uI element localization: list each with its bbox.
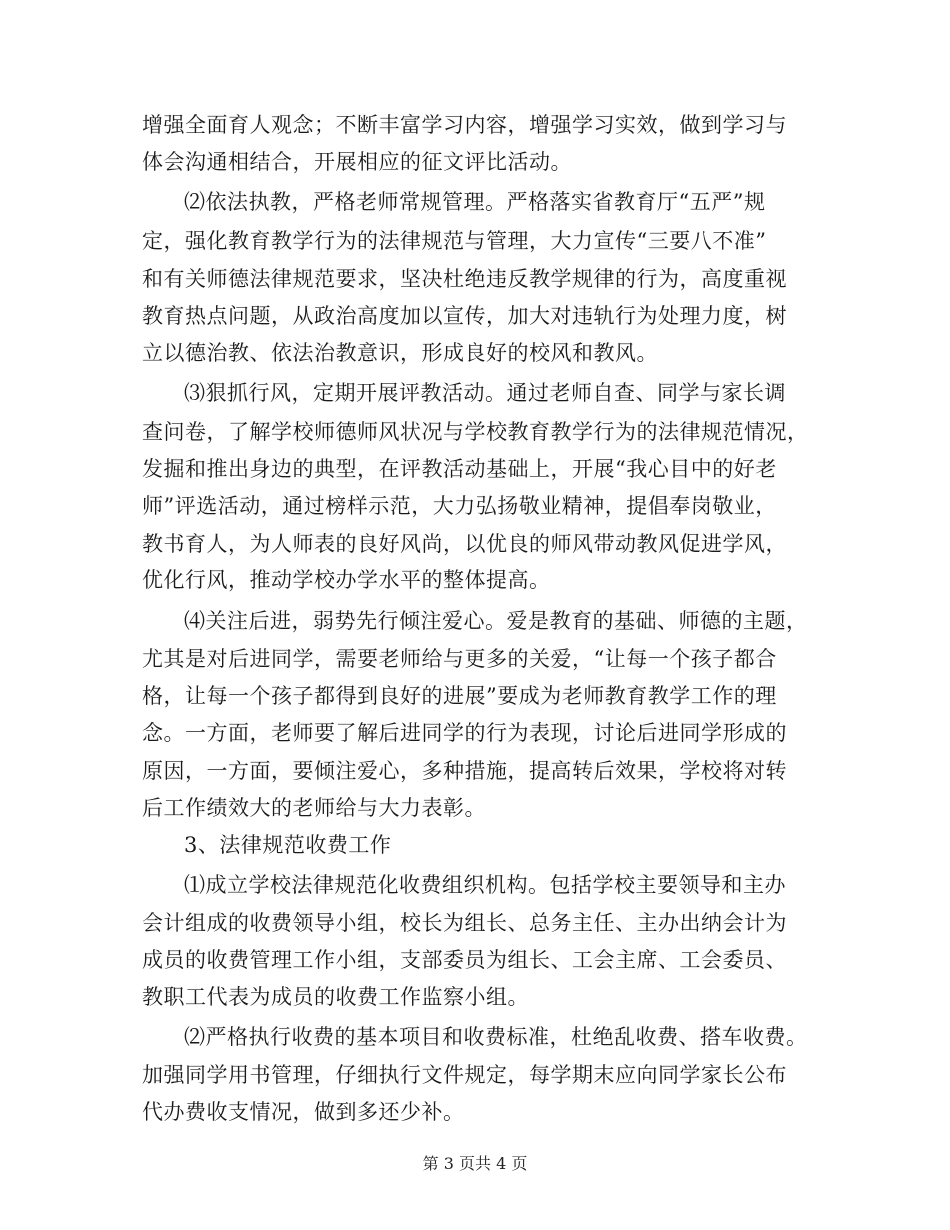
- text-line: 优化行风，推动学校办学水平的整体提高。: [142, 568, 551, 592]
- text-line: 成员的收费管理工作小组，支部委员为组长、工会主席、工会委员、: [142, 948, 787, 972]
- text-line: 增强全面育人观念；不断丰富学习内容，增强学习实效，做到学习与: [142, 113, 787, 137]
- text-line: 体会沟通相结合，开展相应的征文评比活动。: [142, 150, 572, 174]
- paragraph-start-line: ⑶狠抓行风，定期开展评教活动。通过老师自查、同学与家长调: [184, 381, 786, 405]
- text-line: 师”评选活动，通过榜样示范，大力弘扬敬业精神，提倡奉岗敬业，: [142, 494, 777, 518]
- text-line: 教职工代表为成员的收费工作监察小组。: [142, 985, 529, 1009]
- text-line: 立以德治教、依法治教意识，形成良好的校风和教风。: [142, 341, 658, 365]
- text-line: 查问卷，了解学校师德师风状况与学校教育教学行为的法律规范情况，: [142, 420, 809, 444]
- text-line: 教育热点问题，从政治高度加以宣传，加大对违轨行为处理力度，树: [142, 304, 787, 328]
- text-line: 尤其是对后进同学，需要老师给与更多的关爱，“让每一个孩子都合: [142, 647, 777, 671]
- text-line: 发掘和推出身边的典型，在评教活动基础上，开展“我心目中的好老: [142, 457, 777, 481]
- text-line: 会计组成的收费领导小组，校长为组长、总务主任、主办出纳会计为: [142, 911, 787, 935]
- text-line: 教书育人，为人师表的良好风尚，以优良的师风带动教风促进学风，: [142, 532, 787, 556]
- paragraph-start-line: ⑵严格执行收费的基本项目和收费标准，杜绝乱收费、搭车收费。: [184, 1025, 808, 1049]
- text-line: 原因，一方面，要倾注爱心，多种措施，提高转后效果，学校将对转: [142, 759, 787, 783]
- text-line: 后工作绩效大的老师给与大力表彰。: [142, 796, 486, 820]
- paragraph-start-line: ⑵依法执教，严格老师常规管理。严格落实省教育厅“五严”规: [184, 190, 766, 214]
- paragraph-start-line: ⑷关注后进，弱势先行倾注爱心。爱是教育的基础、师德的主题，: [184, 609, 808, 633]
- paragraph-start-line: ⑴成立学校法律规范化收费组织机构。包括学校主要领导和主办: [184, 873, 786, 897]
- text-line: 代办费收支情况，做到多还少补。: [142, 1100, 465, 1124]
- text-line: 和有关师德法律规范要求，坚决杜绝违反教学规律的行为，高度重视: [142, 267, 787, 291]
- text-line: 格，让每一个孩子都得到良好的进展”要成为老师教育教学工作的理: [142, 684, 777, 708]
- page-number-footer: 第 3 页共 4 页: [422, 1154, 528, 1173]
- text-line: 加强同学用书管理，仔细执行文件规定，每学期末应向同学家长公布: [142, 1063, 787, 1087]
- text-line: 念。一方面，老师要了解后进同学的行为表现，讨论后进同学形成的: [142, 721, 787, 745]
- section-heading: 3、法律规范收费工作: [184, 833, 392, 857]
- text-line: 定，强化教育教学行为的法律规范与管理，大力宣传“三要八不准”: [142, 229, 767, 253]
